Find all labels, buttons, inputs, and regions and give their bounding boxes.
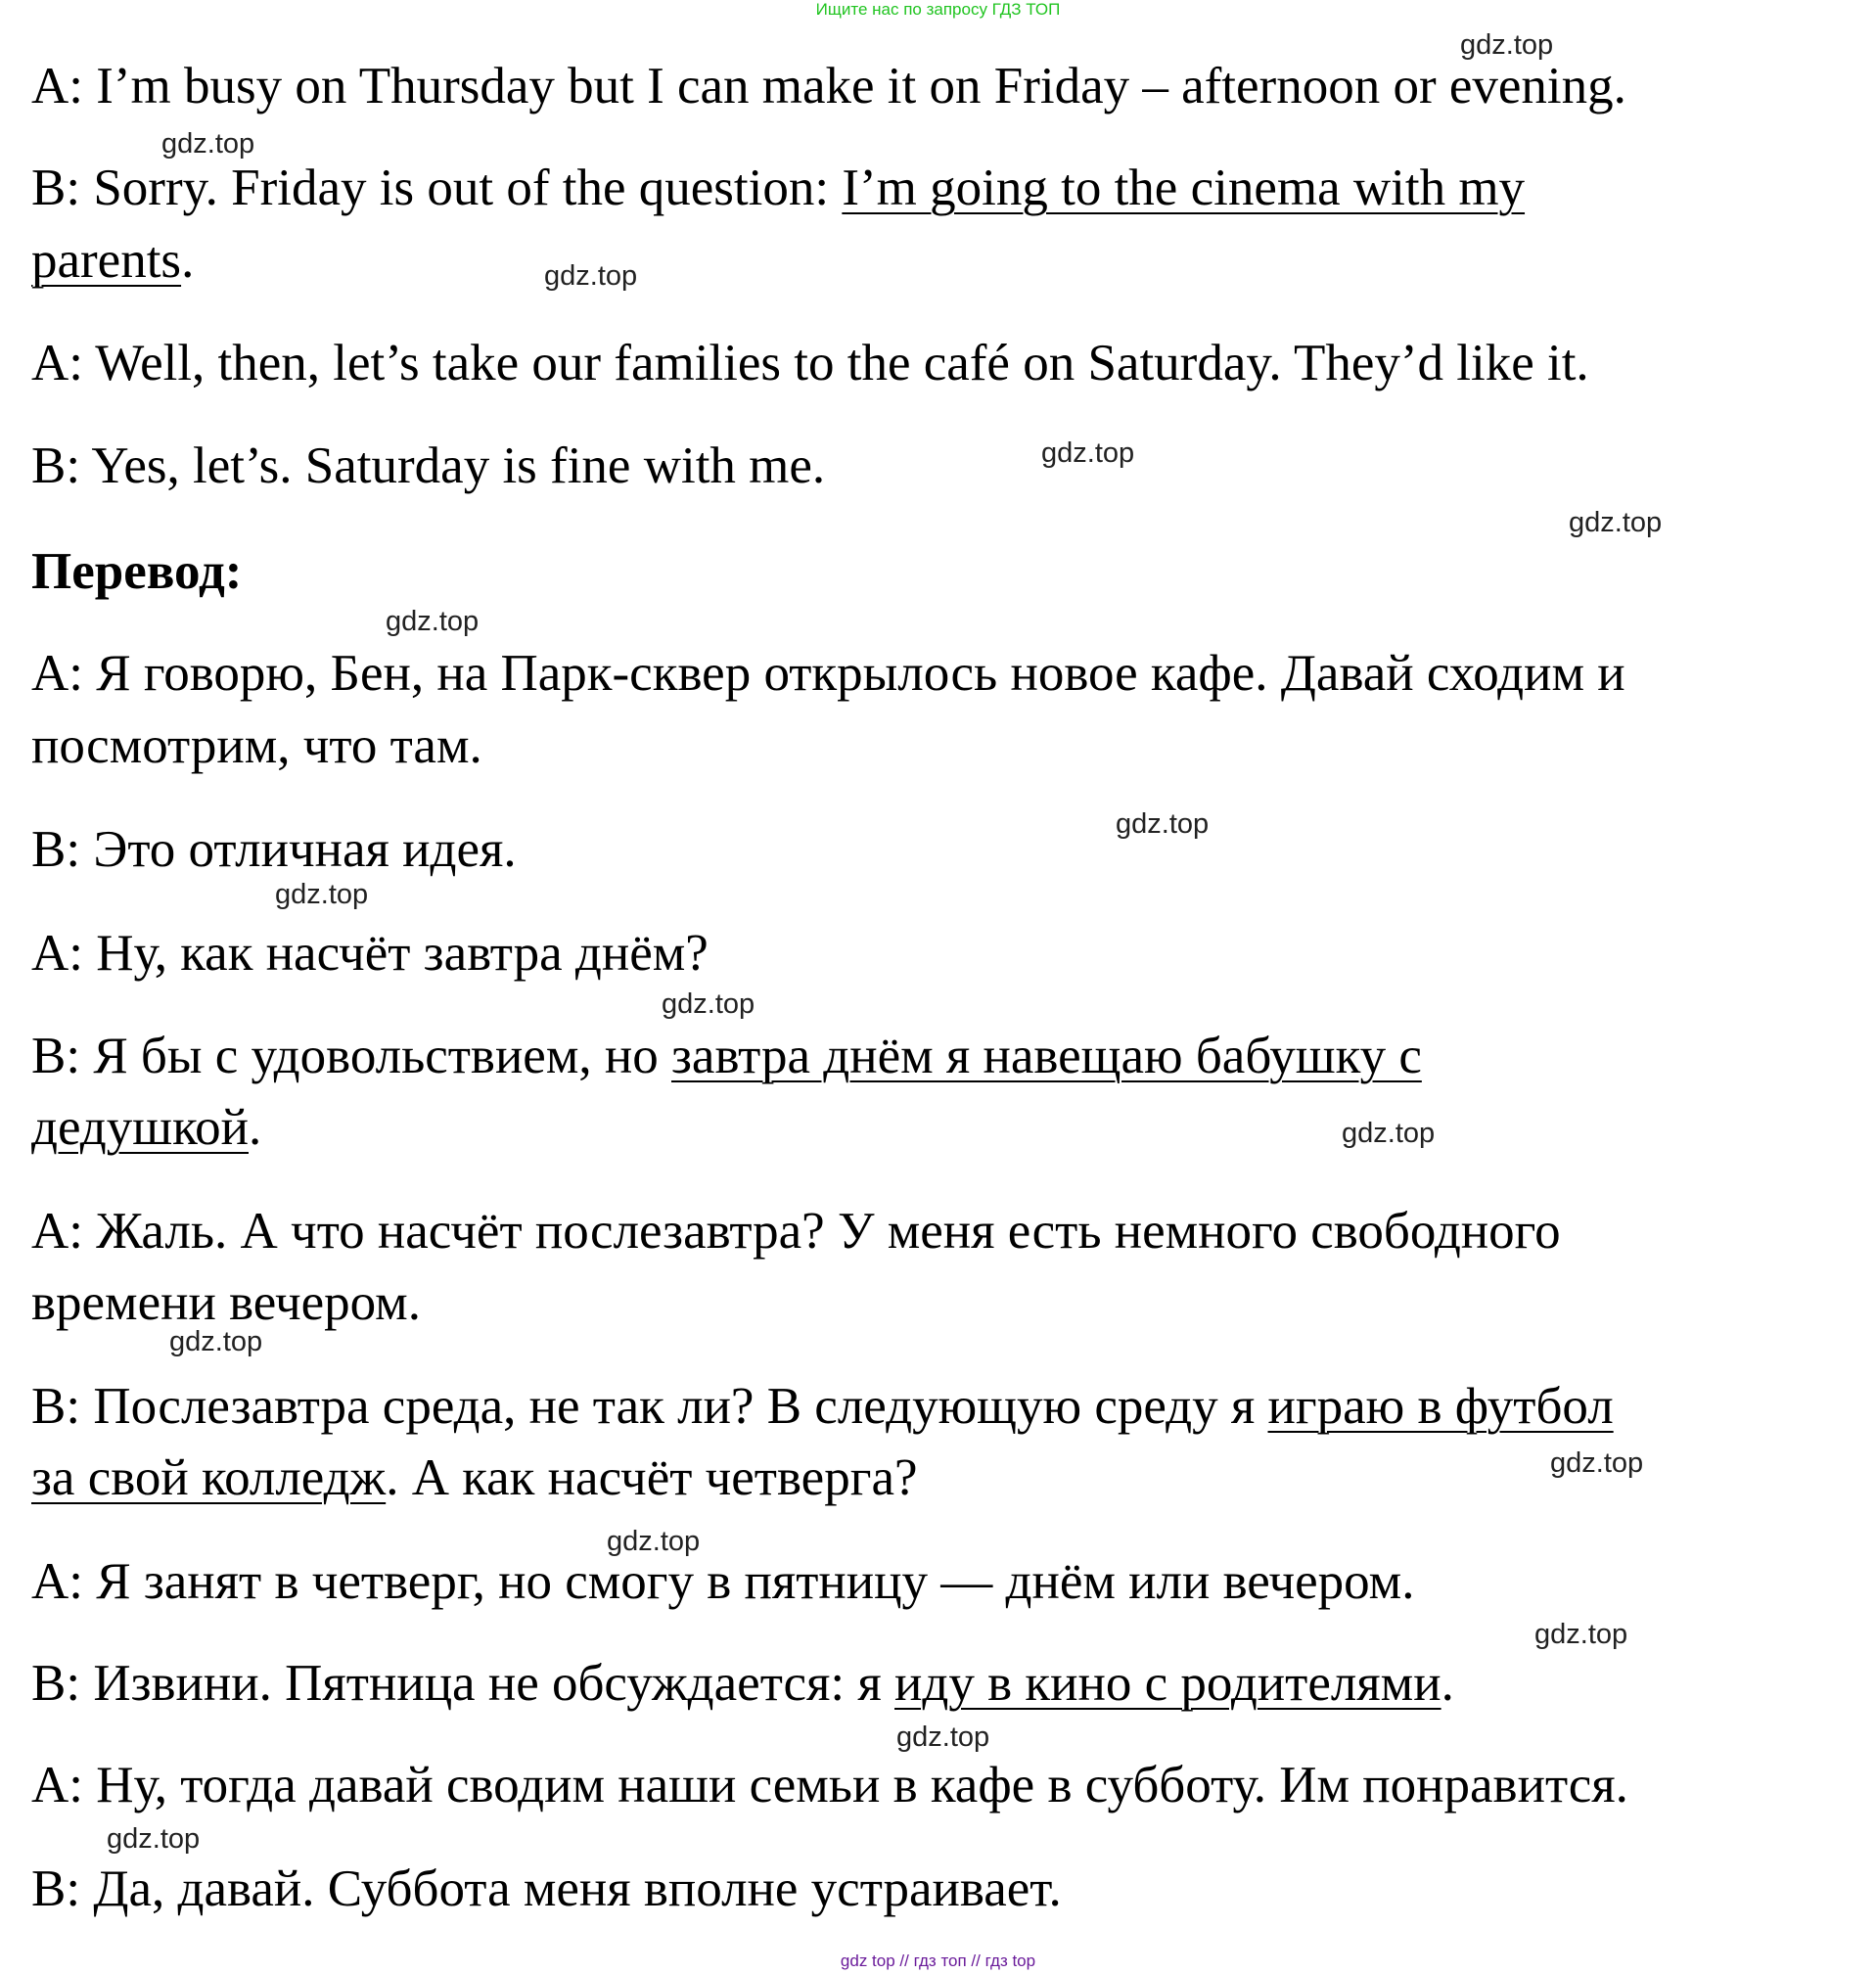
watermark: gdz.top bbox=[607, 1526, 701, 1557]
russian-line-8: времени вечером. bbox=[31, 1274, 421, 1331]
watermark: gdz.top bbox=[544, 260, 638, 292]
russian-line-13: А: Ну, тогда давай сводим наши семьи в кафе в субботу. Им понравится. bbox=[31, 1757, 1628, 1813]
watermark: gdz.top bbox=[161, 128, 255, 160]
english-line-4: A: Well, then, let’s take our families to the café on Saturday. They’d like it. bbox=[31, 335, 1589, 391]
watermark: gdz.top bbox=[1550, 1447, 1644, 1479]
english-line-3 bbox=[31, 225, 194, 296]
english-line-2-text: B: Sorry. Friday is out of the question: bbox=[31, 160, 843, 216]
russian-line-9-underlined: играю в футбол bbox=[1267, 1378, 1614, 1435]
russian-line-4: А: Ну, как насчёт завтра днём? bbox=[31, 925, 709, 982]
russian-line-12-underlined: иду в кино с родителями bbox=[894, 1655, 1441, 1712]
watermark: gdz.top bbox=[107, 1823, 201, 1855]
english-line-2-underlined: I’m going to the cinema with my bbox=[842, 160, 1526, 216]
russian-line-12-text: В: Извини. Пятница не обсуждается: я bbox=[31, 1655, 895, 1712]
russian-line-12 bbox=[31, 1648, 1454, 1719]
russian-line-1: А: Я говорю, Бен, на Парк-сквер открылось новое кафе. Давай сходим и bbox=[31, 645, 1625, 702]
russian-line-6-text: . bbox=[249, 1099, 262, 1156]
russian-line-14: В: Да, давай. Суббота меня вполне устраивает. bbox=[31, 1860, 1062, 1917]
top-banner[interactable]: Ищите нас по запросу ГДЗ ТОП bbox=[815, 0, 1061, 19]
watermark: gdz.top bbox=[1569, 507, 1663, 538]
bottom-banner[interactable]: gdz top // гдз топ // гдз top bbox=[840, 1951, 1036, 1970]
russian-line-5 bbox=[31, 1021, 1422, 1091]
english-line-3-underlined: parents bbox=[31, 232, 182, 289]
russian-line-5-text: В: Я бы с удовольствием, но bbox=[31, 1028, 671, 1084]
russian-line-9 bbox=[31, 1371, 1614, 1442]
english-line-2 bbox=[31, 153, 1525, 223]
russian-line-10-text: . А как насчёт четверга? bbox=[386, 1449, 918, 1506]
russian-line-11: А: Я занят в четверг, но смогу в пятницу — днём или вечером. bbox=[31, 1553, 1415, 1610]
watermark: gdz.top bbox=[662, 988, 755, 1020]
english-line-1: A: I’m busy on Thursday but I can make it on Friday – afternoon or evening. bbox=[31, 58, 1626, 115]
russian-line-12-end: . bbox=[1441, 1655, 1454, 1712]
watermark: gdz.top bbox=[896, 1722, 990, 1753]
watermark: gdz.top bbox=[1460, 29, 1554, 61]
russian-line-6 bbox=[31, 1092, 261, 1163]
watermark: gdz.top bbox=[1041, 437, 1135, 469]
translation-heading: Перевод: bbox=[31, 543, 243, 600]
russian-line-5-underlined: завтра днём я навещаю бабушку с bbox=[671, 1028, 1422, 1084]
watermark: gdz.top bbox=[1116, 808, 1210, 840]
russian-line-2: посмотрим, что там. bbox=[31, 717, 482, 774]
russian-line-3: В: Это отличная идея. bbox=[31, 821, 517, 878]
russian-line-10 bbox=[31, 1443, 918, 1513]
watermark: gdz.top bbox=[275, 879, 369, 910]
russian-line-10-underlined: за свой колледж bbox=[31, 1449, 387, 1506]
watermark: gdz.top bbox=[1534, 1619, 1628, 1650]
russian-line-6-underlined: дедушкой bbox=[31, 1099, 249, 1156]
watermark: gdz.top bbox=[386, 606, 480, 637]
watermark: gdz.top bbox=[169, 1326, 263, 1357]
watermark: gdz.top bbox=[1342, 1118, 1436, 1149]
russian-line-7: А: Жаль. А что насчёт послезавтра? У меня есть немного свободного bbox=[31, 1203, 1561, 1260]
russian-line-9-text: В: Послезавтра среда, не так ли? В следующую среду я bbox=[31, 1378, 1268, 1435]
english-line-3-text: . bbox=[181, 232, 195, 289]
english-line-5: B: Yes, let’s. Saturday is fine with me. bbox=[31, 437, 826, 494]
